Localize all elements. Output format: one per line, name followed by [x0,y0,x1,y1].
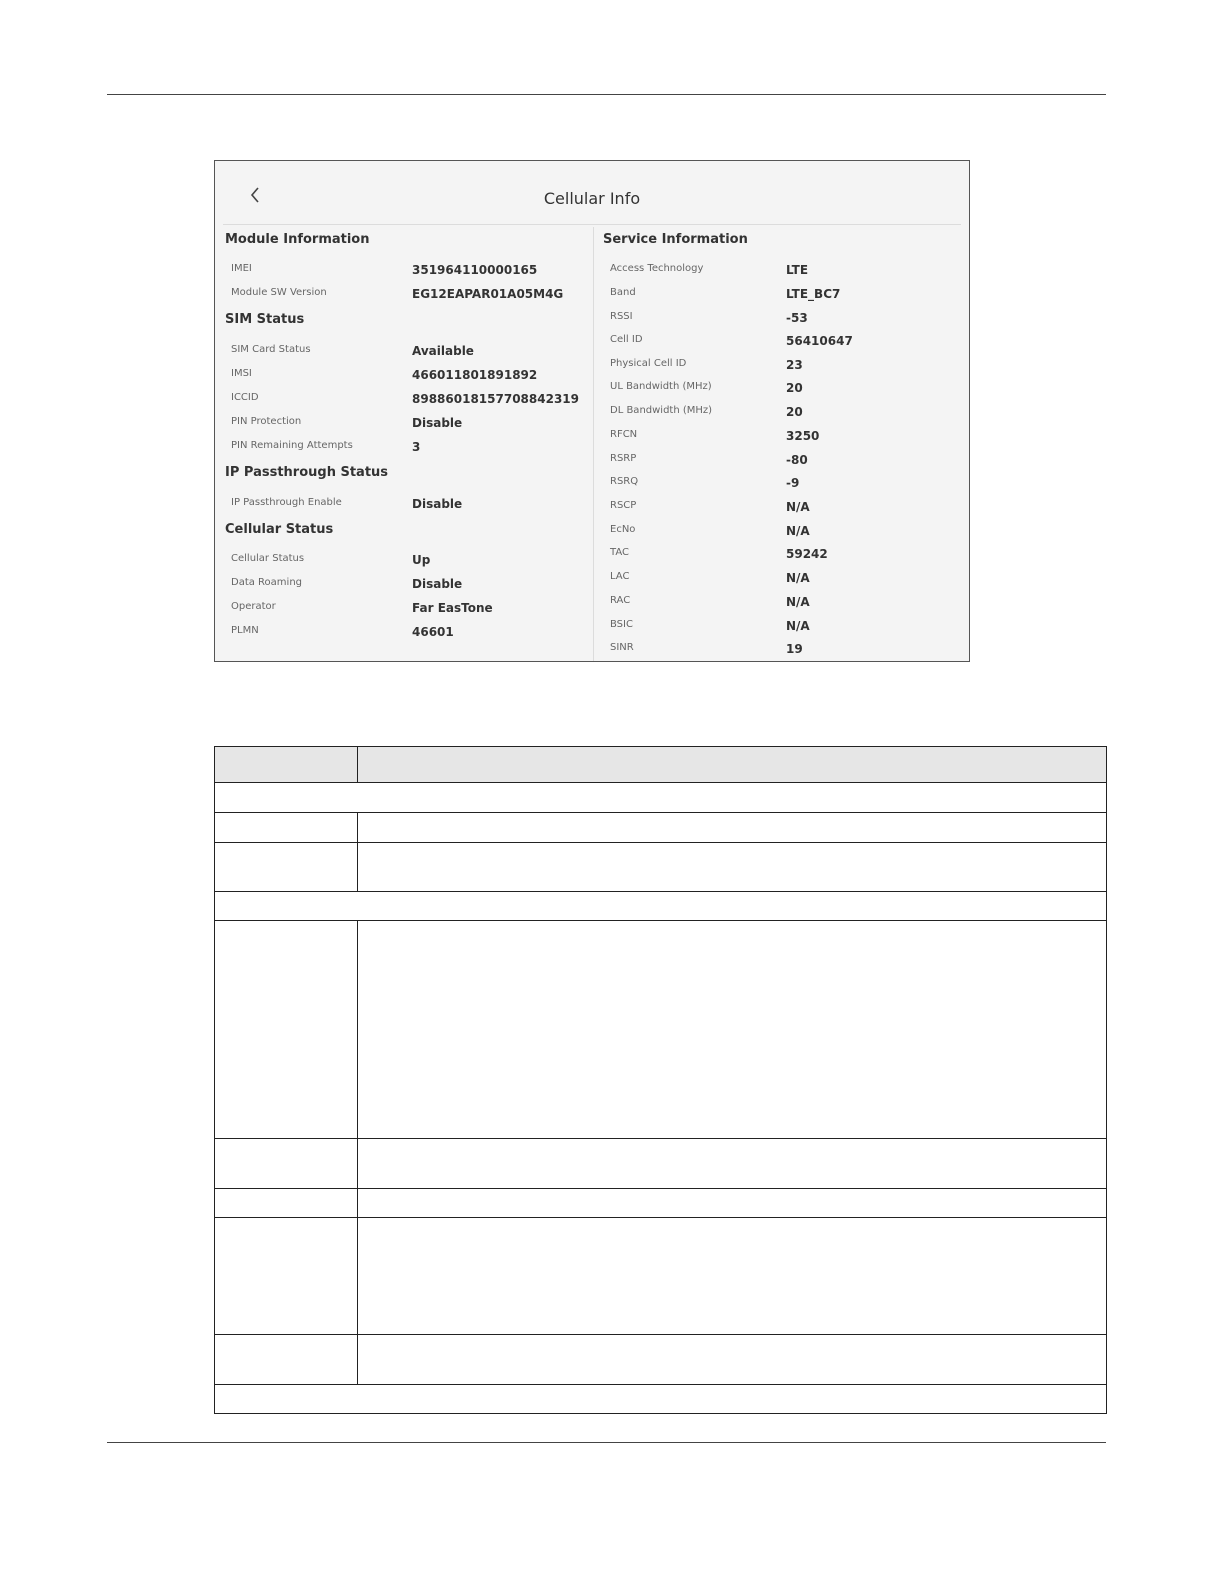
row-label: UL Bandwidth (MHz) [610,381,712,392]
table-row-divider [215,842,1106,843]
row-label: BSIC [610,619,633,630]
row-label: IMEI [231,263,252,274]
table-row-divider [215,812,1106,813]
row-value: Far EasTone [412,601,493,615]
table-row-divider [215,1188,1106,1189]
row-label: EcNo [610,524,636,535]
page-footer-rule [107,1442,1106,1443]
row-value: LTE [786,263,809,277]
column-divider [357,747,358,782]
section-heading-cellular-status: Cellular Status [225,522,334,537]
row-value: 3250 [786,429,820,443]
row-label: RSRQ [610,476,639,487]
row-label: IP Passthrough Enable [231,497,342,508]
table-row-divider [215,1384,1106,1385]
row-value: N/A [786,595,810,609]
row-value: 20 [786,405,803,419]
column-divider [357,920,358,1384]
row-label: RSCP [610,500,637,511]
row-label: SIM Card Status [231,344,311,355]
row-value: Up [412,553,431,567]
row-label: TAC [610,547,629,558]
row-value: -9 [786,476,800,490]
table-header-row [215,747,1106,783]
title-divider [223,224,961,225]
row-value: -80 [786,453,808,467]
row-label: PLMN [231,625,259,636]
row-value: N/A [786,500,810,514]
row-value: 23 [786,358,803,372]
field-description-table [214,746,1107,1414]
row-label: LAC [610,571,630,582]
row-value: N/A [786,571,810,585]
page-header-rule [107,94,1106,95]
row-value: 351964110000165 [412,263,538,277]
row-value: Available [412,344,474,358]
row-value: Disable [412,497,463,511]
row-label: IMSI [231,368,252,379]
row-value: 59242 [786,547,828,561]
column-divider [593,227,594,661]
row-value: 20 [786,381,803,395]
row-label: RFCN [610,429,638,440]
row-label: Physical Cell ID [610,358,687,369]
table-row-divider [215,1334,1106,1335]
section-heading-ip-passthrough-status: IP Passthrough Status [225,465,389,480]
row-value: Disable [412,577,463,591]
table-row-divider [215,1138,1106,1139]
row-value: Disable [412,416,463,430]
table-row-divider [215,920,1106,921]
page-title: Cellular Info [543,189,641,208]
table-row-divider [215,891,1106,892]
column-divider [357,812,358,891]
row-label: Cell ID [610,334,643,345]
row-value: 466011801891892 [412,368,538,382]
row-label: DL Bandwidth (MHz) [610,405,713,416]
cellular-info-screenshot [214,160,970,662]
section-heading-module-information: Module Information [225,232,370,247]
row-label: PIN Remaining Attempts [231,440,353,451]
row-label: SINR [610,642,634,653]
row-value: 89886018157708842319 [412,392,579,406]
row-label: RAC [610,595,631,606]
row-value: N/A [786,619,810,633]
row-label: Operator [231,601,276,612]
row-value: -53 [786,311,808,325]
row-label: ICCID [231,392,259,403]
row-value: EG12EAPAR01A05M4G [412,287,564,301]
row-label: Cellular Status [231,553,305,564]
row-value: 3 [412,440,421,454]
table-row-divider [215,1217,1106,1218]
row-label: Band [610,287,636,298]
row-label: Module SW Version [231,287,327,298]
row-label: PIN Protection [231,416,302,427]
row-label: Data Roaming [231,577,303,588]
row-label: Access Technology [610,263,704,274]
row-label: RSSI [610,311,633,322]
row-label: RSRP [610,453,637,464]
section-heading-sim-status: SIM Status [225,312,305,327]
row-value: 56410647 [786,334,853,348]
row-value: LTE_BC7 [786,287,841,301]
row-value: 19 [786,642,803,656]
section-heading-service-information: Service Information [603,232,748,247]
row-value: 46601 [412,625,454,639]
row-value: N/A [786,524,810,538]
